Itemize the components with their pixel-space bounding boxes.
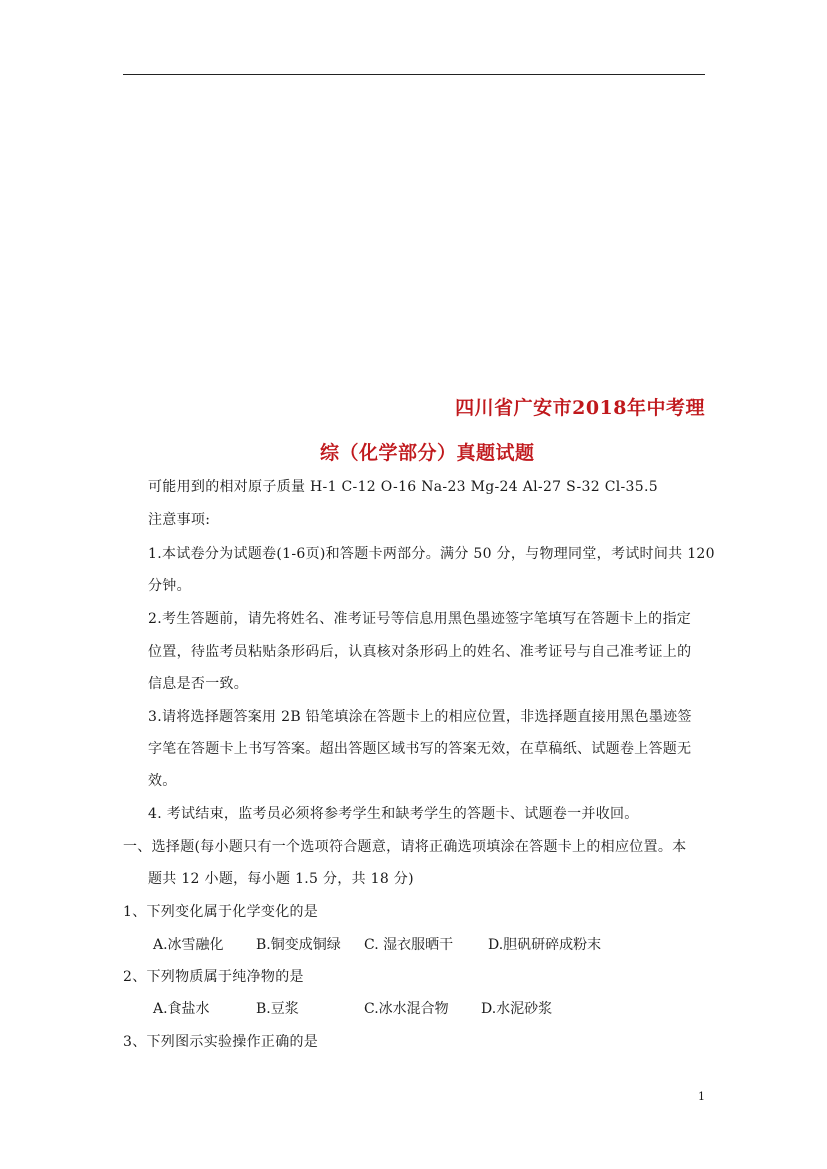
note-1-line1: 1.本试卷分为试题卷(1-6页)和答题卡两部分。满分 50 分，与物理同堂，考试时间共 120 <box>148 546 715 562</box>
question-2-option-c: C.冰水混合物 <box>364 1001 449 1017</box>
atomic-masses: 可能用到的相对原子质量 H-1 C-12 O-16 Na-23 Mg-24 Al-27 S-32 Cl-35.5 <box>148 479 658 495</box>
note-3-line3: 效。 <box>148 773 177 789</box>
question-1-option-c: C. 湿衣服晒干 <box>364 937 454 953</box>
question-2-option-a: A.食盐水 <box>153 1001 210 1017</box>
question-2-option-b: B.豆浆 <box>256 1001 299 1017</box>
question-3-stem: 3、下列图示实验操作正确的是 <box>123 1034 319 1050</box>
question-1-stem: 1、下列变化属于化学变化的是 <box>123 904 319 920</box>
notice-heading: 注意事项: <box>148 512 211 528</box>
exam-title-line2: 综（化学部分）真题试题 <box>320 442 535 464</box>
question-2-option-d: D.水泥砂浆 <box>481 1001 553 1017</box>
note-3-line2: 字笔在答题卡上书写答案。超出答题区域书写的答案无效，在草稿纸、试题卷上答题无 <box>148 741 692 757</box>
question-2-stem: 2、下列物质属于纯净物的是 <box>123 969 304 985</box>
note-4-line1: 4. 考试结束，监考员必须将参考学生和缺考学生的答题卡、试题卷一并收回。 <box>148 806 639 822</box>
exam-title-line1: 四川省广安市2018年中考理 <box>455 397 705 419</box>
question-1-options <box>153 934 601 954</box>
section1-heading-line2: 题共 12 小题，每小题 1.5 分，共 18 分) <box>148 871 414 887</box>
note-1-line2: 分钟。 <box>148 578 191 594</box>
note-3-line1: 3.请将选择题答案用 2B 铅笔填涂在答题卡上的相应位置，非选择题直接用黑色墨迹签 <box>148 709 692 725</box>
note-2-line3: 信息是否一致。 <box>148 676 249 692</box>
note-2-line1: 2.考生答题前，请先将姓名、准考证号等信息用黑色墨迹签字笔填写在答题卡上的指定 <box>148 611 692 627</box>
section1-heading-line1: 一、选择题(每小题只有一个选项符合题意，请将正确选项填涂在答题卡上的相应位置。本 <box>123 839 687 855</box>
note-2-line2: 位置，待监考员粘贴条形码后，认真核对条形码上的姓名、准考证号与自己准考证上的 <box>148 644 692 660</box>
page-number: 1 <box>698 1090 705 1103</box>
question-2-options <box>153 998 552 1018</box>
question-1-option-b: B.铜变成铜绿 <box>256 937 341 953</box>
question-1-option-d: D.胆矾研碎成粉末 <box>488 937 602 953</box>
question-1-option-a: A.冰雪融化 <box>153 937 224 953</box>
header-rule <box>123 74 705 75</box>
